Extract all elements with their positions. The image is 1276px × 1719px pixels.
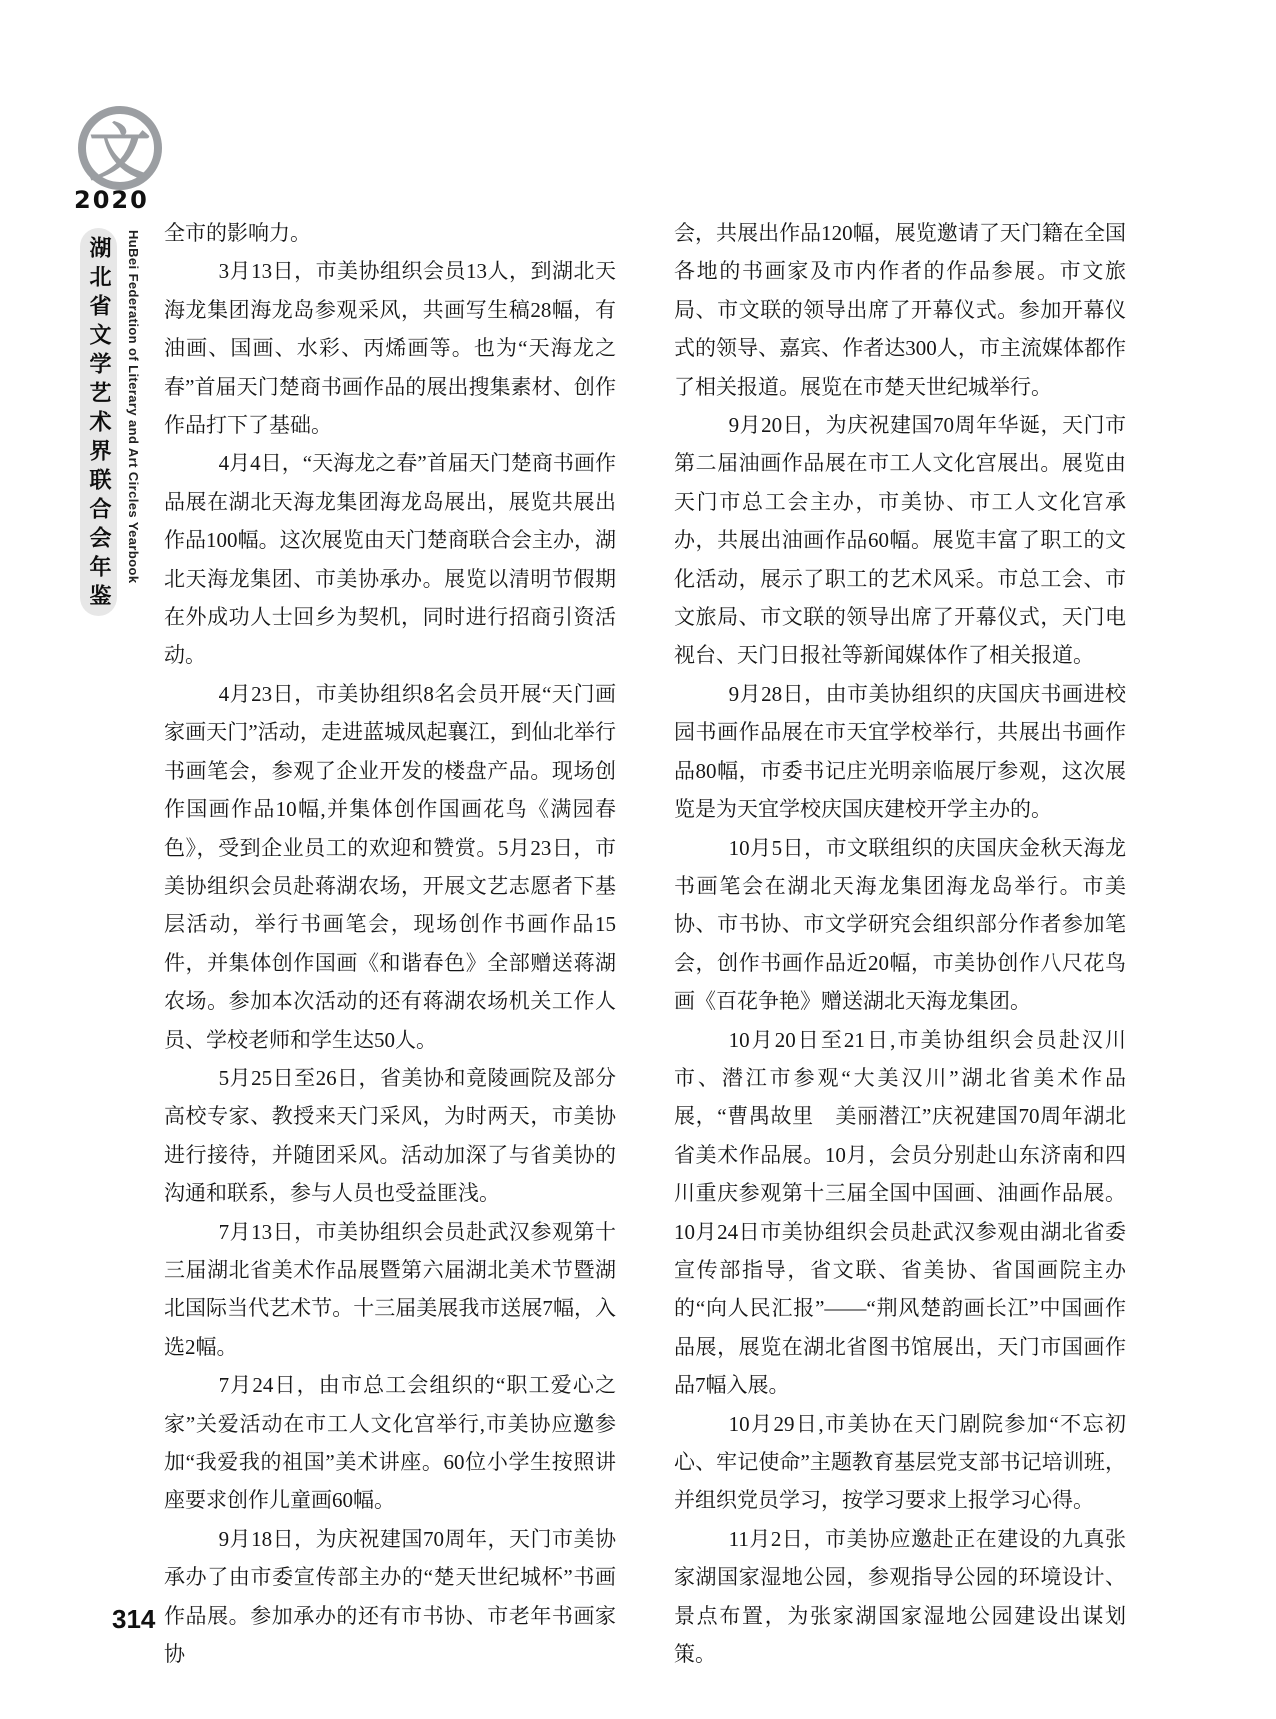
paragraph: 10月20日至21日,市美协组织会员赴汉川市、潜江市参观“大美汉川”湖北省美术作品展，“曹禺故里 美丽潜江”庆祝建国70周年湖北省美术作品展。10月，会员分别赴山东济南和四川重庆参观第十三届全国中国画、油画作品展。10月24日市美协组织会员赴武汉参观由湖北省委宣传部指导，省文联、省美协、省国画院主办的“向人民汇报”——“荆风楚韵画长江”中国画作品展，展览在湖北省图书馆展出，天门市国画作品7幅入展。 xyxy=(674,1027,1126,1398)
right-text-column xyxy=(674,214,1126,1673)
paragraph: 3月13日，市美协组织会员13人，到湖北天海龙集团海龙岛参观采风，共画写生稿28幅，有油画、国画、水彩、丙烯画等。也为“天海龙之春”首届天门楚商书画作品的展出搜集素材、创作作品打下了基础。 xyxy=(164,259,616,438)
sidebar-title-cn: 湖北省文学艺术界联合会年鉴 xyxy=(86,236,111,613)
paragraph: 4月4日，“天海龙之春”首届天门楚商书画作品展在湖北天海龙集团海龙岛展出，展览共展出作品100幅。这次展览由天门楚商联合会主办，湖北天海龙集团、市美协承办。展览以清明节假期在外成功人士回乡为契机，同时进行招商引资活动。 xyxy=(164,451,616,668)
paragraph: 7月24日，由市总工会组织的“职工爱心之家”关爱活动在市工人文化宫举行,市美协应邀参加“我爱我的祖国”美术讲座。60位小学生按照讲座要求创作儿童画60幅。 xyxy=(164,1373,616,1513)
paragraph: 7月13日，市美协组织会员赴武汉参观第十三届湖北省美术作品展暨第六届湖北美术节暨湖北国际当代艺术节。十三届美展我市送展7幅，入选2幅。 xyxy=(164,1219,616,1359)
sidebar-title-pill xyxy=(80,228,117,616)
paragraph: 9月28日，由市美协组织的庆国庆书画进校园书画作品展在市天宜学校举行，共展出书画作品80幅，市委书记庄光明亲临展厅参观，这次展览是为天宜学校庆国庆建校开学主办的。 xyxy=(674,681,1126,822)
paragraph: 全市的影响力。 xyxy=(164,221,311,245)
paragraph: 9月18日，为庆祝建国70周年，天门市美协承办了由市委宣传部主办的“楚天世纪城杯”书画作品展。参加承办的还有市书协、市老年书画家协 xyxy=(164,1526,616,1667)
paragraph: 9月20日，为庆祝建国70周年华诞，天门市第二届油画作品展在市工人文化宫展出。展览由天门市总工会主办，市美协、市工人文化宫承办，共展出油画作品60幅。展览丰富了职工的文化活动，展示了职工的艺术风采。市总工会、市文旅局、市文联的领导出席了开幕仪式，天门电视台、天门日报社等新闻媒体作了相关报道。 xyxy=(674,413,1126,668)
page-number: 314 xyxy=(112,1604,156,1634)
paragraph: 10月29日,市美协在天门剧院参加“不忘初心、牢记使命”主题教育基层党支部书记培训班，并组织党员学习，按学习要求上报学习心得。 xyxy=(674,1411,1126,1513)
wenlian-circle-logo-icon xyxy=(74,104,166,192)
paragraph: 11月2日，市美协应邀赴正在建设的九真张家湖国家湿地公园，参观指导公园的环境设计、景点布置，为张家湖国家湿地公园建设出谋划策。 xyxy=(674,1526,1126,1667)
paragraph: 10月5日，市文联组织的庆国庆金秋天海龙书画笔会在湖北天海龙集团海龙岛举行。市美协、市书协、市文学研究会组织部分作者参加笔会，创作书画作品近20幅，市美协创作八尺花鸟画《百花争艳》赠送湖北天海龙集团。 xyxy=(674,835,1126,1014)
paragraph: 4月23日，市美协组织8名会员开展“天门画家画天门”活动，走进蓝城凤起襄江，到仙北举行书画笔会，参观了企业开发的楼盘产品。现场创作国画作品10幅,并集体创作国画花鸟《满园春色》，受到企业员工的欢迎和赞赏。5月23日，市美协组织会员赴蒋湖农场，开展文艺志愿者下基层活动，举行书画笔会，现场创作书画作品15件，并集体创作国画《和谐春色》全部赠送蒋湖农场。参加本次活动的还有蒋湖农场机关工作人员、学校老师和学生达50人。 xyxy=(164,681,616,1052)
paragraph: 会，共展出作品120幅，展览邀请了天门籍在全国各地的书画家及市内作者的作品参展。市文旅局、市文联的领导出席了开幕仪式。参加开幕仪式的领导、嘉宾、作者达300人，市主流媒体都作了相关报道。展览在市楚天世纪城举行。 xyxy=(674,221,1126,399)
sidebar-title-en: HuBei Federation of Literary and Art Circles Yearbook xyxy=(126,230,141,584)
left-text-column xyxy=(164,214,616,1673)
logo-glyph: 文 xyxy=(88,116,152,189)
wenlian-logo xyxy=(74,104,166,192)
paragraph: 5月25日至26日，省美协和竟陵画院及部分高校专家、教授来天门采风，为时两天，市美协进行接待，并随团采风。活动加深了与省美协的沟通和联系，参与人员也受益匪浅。 xyxy=(164,1065,616,1206)
yearbook-year: 2020 xyxy=(74,186,149,214)
